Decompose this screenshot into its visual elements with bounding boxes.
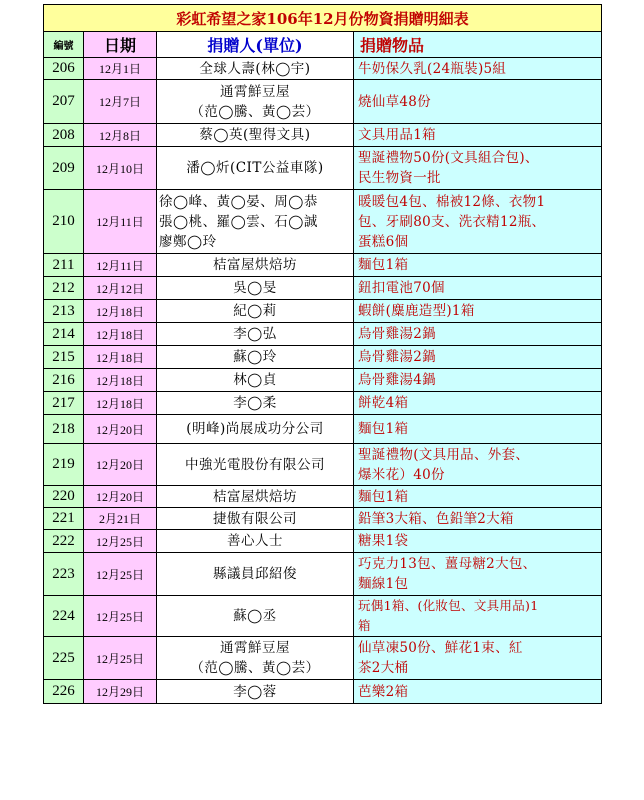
table-row (44, 530, 602, 553)
cell-no: 209 (44, 147, 84, 190)
item-line: 麵包1箱 (358, 488, 409, 505)
cell-date: 12月25日 (84, 530, 157, 553)
cell-no: 220 (44, 486, 84, 508)
cell-no: 212 (44, 277, 84, 300)
donor-line: （范◯騰、黃◯芸） (190, 660, 320, 676)
table-row (44, 300, 602, 323)
item-line: 燒仙草48份 (358, 93, 431, 110)
donor-line: 紀◯莉 (233, 303, 277, 319)
cell-items (354, 637, 602, 680)
item-line: 麵包1箱 (358, 421, 409, 437)
cell-date: 12月20日 (84, 415, 157, 444)
cell-items (354, 254, 602, 277)
cell-donor (157, 58, 354, 80)
item-line: 麵線1包 (358, 576, 409, 592)
donor-line: 通霄鮮豆屋 (220, 640, 290, 656)
cell-items (354, 277, 602, 300)
cell-date: 12月18日 (84, 392, 157, 415)
cell-items (354, 392, 602, 415)
item-line: 爆米花）40份 (358, 466, 445, 483)
cell-date: 12月20日 (84, 486, 157, 508)
cell-items (354, 596, 602, 637)
table-row (44, 392, 602, 415)
cell-donor (157, 80, 354, 124)
donor-line: 張◯桃、羅◯雲、石◯誠 (159, 213, 318, 230)
item-line: 蛋糕6個 (358, 233, 409, 250)
item-line: 箱 (358, 618, 371, 633)
donor-line: 捷傲有限公司 (213, 510, 297, 527)
table-row (44, 190, 602, 254)
cell-items (354, 415, 602, 444)
cell-no: 217 (44, 392, 84, 415)
item-line: 茶2大桶 (358, 660, 409, 676)
cell-donor (157, 369, 354, 392)
item-line: 包、牙刷80支、洗衣精12瓶、 (358, 213, 546, 230)
cell-no: 222 (44, 530, 84, 553)
table-row (44, 637, 602, 680)
table-row (44, 80, 602, 124)
header-donor: 捐贈人(單位) (157, 32, 354, 58)
cell-no: 207 (44, 80, 84, 124)
donor-line: 李◯蓉 (233, 683, 277, 700)
donor-line: 李◯弘 (233, 326, 277, 342)
item-line: 餅乾4箱 (358, 395, 409, 411)
donation-table (43, 4, 602, 704)
donor-line: 徐◯峰、黃◯晏、周◯恭 (159, 193, 318, 210)
cell-date: 12月11日 (84, 190, 157, 254)
donor-line: 蘇◯玲 (233, 349, 277, 365)
cell-items (354, 190, 602, 254)
cell-no: 218 (44, 415, 84, 444)
table-row (44, 323, 602, 346)
cell-date: 2月21日 (84, 508, 157, 530)
item-line: 鉛筆3大箱、色鉛筆2大箱 (358, 510, 514, 527)
cell-no: 226 (44, 680, 84, 704)
header-date: 日期 (84, 32, 157, 58)
table-row (44, 124, 602, 147)
table-row (44, 508, 602, 530)
cell-date: 12月25日 (84, 596, 157, 637)
cell-no: 221 (44, 508, 84, 530)
table-row (44, 346, 602, 369)
table-row (44, 553, 602, 596)
donor-line: 蘇◯丞 (233, 608, 277, 624)
donor-line: 通霄鮮豆屋 (220, 83, 290, 100)
table-row (44, 58, 602, 80)
cell-items (354, 508, 602, 530)
table-title: 彩虹希望之家106年12月份物資捐贈明細表 (44, 5, 602, 32)
cell-donor (157, 444, 354, 486)
cell-items (354, 346, 602, 369)
cell-items (354, 444, 602, 486)
cell-items (354, 486, 602, 508)
cell-no: 215 (44, 346, 84, 369)
cell-items (354, 530, 602, 553)
cell-no: 210 (44, 190, 84, 254)
cell-date: 12月25日 (84, 637, 157, 680)
item-line: 仙草凍50份、鮮花1束、紅 (358, 640, 523, 656)
cell-donor (157, 553, 354, 596)
cell-no: 206 (44, 58, 84, 80)
cell-no: 225 (44, 637, 84, 680)
cell-donor (157, 486, 354, 508)
table-row (44, 596, 602, 637)
item-line: 芭樂2箱 (358, 683, 409, 700)
donor-line: (明峰)尚展成功分公司 (186, 421, 324, 437)
donor-line: 廖鄭◯玲 (159, 233, 217, 250)
item-line: 鈕扣電池70個 (358, 280, 445, 296)
cell-donor (157, 300, 354, 323)
donor-line: 潘◯炘(CIT公益車隊) (186, 160, 324, 176)
item-line: 文具用品1箱 (358, 127, 436, 143)
cell-donor (157, 530, 354, 553)
header-items: 捐贈物品 (354, 32, 602, 58)
table-row (44, 147, 602, 190)
cell-items (354, 147, 602, 190)
cell-date: 12月20日 (84, 444, 157, 486)
item-line: 烏骨雞湯4鍋 (358, 372, 436, 388)
donor-line: 桔富屋烘焙坊 (213, 257, 297, 273)
item-line: 民生物資一批 (358, 170, 441, 186)
cell-donor (157, 277, 354, 300)
cell-no: 224 (44, 596, 84, 637)
item-line: 烏骨雞湯2鍋 (358, 326, 436, 342)
cell-donor (157, 254, 354, 277)
cell-items (354, 680, 602, 704)
table-row (44, 277, 602, 300)
donor-line: 蔡◯英(聖得文具) (199, 127, 311, 143)
item-line: 麵包1箱 (358, 257, 409, 273)
cell-items (354, 58, 602, 80)
cell-items (354, 553, 602, 596)
cell-no: 211 (44, 254, 84, 277)
item-line: 牛奶保久乳(24瓶裝)5組 (358, 60, 507, 77)
cell-no: 214 (44, 323, 84, 346)
item-line: 聖誕禮物(文具用品、外套、 (358, 446, 530, 463)
cell-donor (157, 596, 354, 637)
cell-no: 208 (44, 124, 84, 147)
cell-items (354, 323, 602, 346)
item-line: 巧克力13包、薑母糖2大包、 (358, 556, 537, 572)
cell-date: 12月12日 (84, 277, 157, 300)
donor-line: 林◯貞 (233, 372, 277, 388)
cell-items (354, 80, 602, 124)
cell-donor (157, 323, 354, 346)
cell-no: 219 (44, 444, 84, 486)
cell-date: 12月25日 (84, 553, 157, 596)
header-no: 編號 (44, 32, 84, 58)
cell-donor (157, 680, 354, 704)
item-line: 暖暖包4包、棉被12條、衣物1 (358, 193, 546, 210)
cell-donor (157, 392, 354, 415)
cell-donor (157, 508, 354, 530)
table-row (44, 254, 602, 277)
cell-donor (157, 147, 354, 190)
cell-date: 12月18日 (84, 300, 157, 323)
cell-date: 12月18日 (84, 346, 157, 369)
donor-line: 李◯柔 (233, 395, 277, 411)
table-row (44, 369, 602, 392)
table-row (44, 486, 602, 508)
cell-no: 223 (44, 553, 84, 596)
table-body (44, 58, 602, 704)
cell-date: 12月18日 (84, 369, 157, 392)
item-line: 烏骨雞湯2鍋 (358, 349, 436, 365)
cell-date: 12月7日 (84, 80, 157, 124)
cell-items (354, 124, 602, 147)
donor-line: 中強光電股份有限公司 (185, 456, 325, 473)
item-line: 糖果1袋 (358, 533, 409, 549)
cell-donor (157, 124, 354, 147)
donor-line: 吳◯旻 (233, 280, 277, 296)
donor-line: 全球人壽(林◯宇) (199, 60, 311, 77)
cell-date: 12月18日 (84, 323, 157, 346)
table-row (44, 415, 602, 444)
item-line: 玩偶1箱、(化妝包、文具用品)1 (358, 598, 539, 613)
cell-donor (157, 346, 354, 369)
cell-date: 12月10日 (84, 147, 157, 190)
cell-date: 12月29日 (84, 680, 157, 704)
cell-items (354, 369, 602, 392)
donor-line: 桔富屋烘焙坊 (213, 488, 297, 505)
cell-date: 12月8日 (84, 124, 157, 147)
cell-date: 12月1日 (84, 58, 157, 80)
donor-line: 縣議員邱紹俊 (213, 566, 297, 582)
table-row (44, 680, 602, 704)
item-line: 聖誕禮物50份(文具組合包)、 (358, 150, 539, 166)
table-row (44, 444, 602, 486)
cell-donor (157, 415, 354, 444)
cell-donor (157, 637, 354, 680)
cell-items (354, 300, 602, 323)
cell-date: 12月11日 (84, 254, 157, 277)
cell-donor (157, 190, 354, 254)
cell-no: 216 (44, 369, 84, 392)
cell-no: 213 (44, 300, 84, 323)
donor-line: 善心人士 (227, 533, 283, 549)
item-line: 蝦餅(麋鹿造型)1箱 (358, 303, 475, 319)
donor-line: （范◯騰、黃◯芸） (190, 103, 320, 120)
